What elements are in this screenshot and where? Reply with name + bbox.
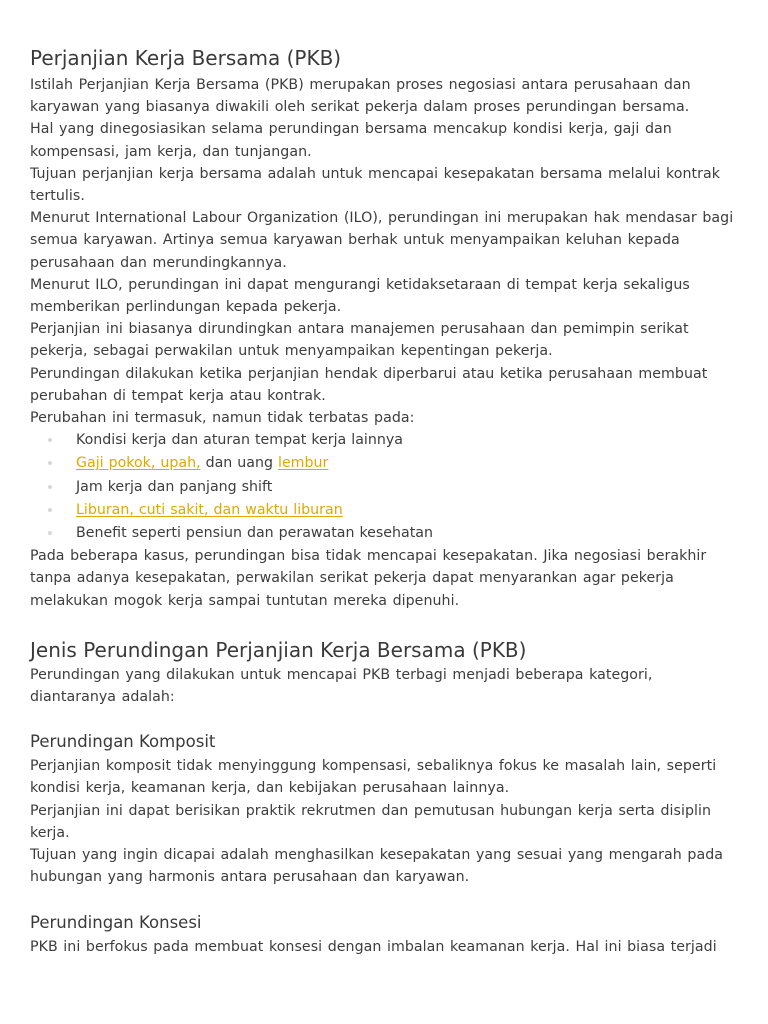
intro-section	[30, 74, 738, 429]
paragraph: Menurut ILO, perundingan ini dapat mengurangi ketidaksetaraan di tempat kerja sekaligus memberikan perlindungan kepada pekerja.	[30, 276, 690, 316]
paragraph: Perjanjian komposit tidak menyinggung kompensasi, sebaliknya fokus ke masalah lain, seperti kondisi kerja, keamanan kerja, dan kebijakan perusahaan lainnya.	[30, 758, 717, 797]
list-item	[30, 452, 738, 475]
paragraph: Menurut International Labour Organization (ILO), perundingan ini merupakan hak mendasar bagi semua karyawan. Artinya semua karyawan berhak untuk menyampaikan keluhan kepada perusahaan dan merundingkannya.	[30, 210, 734, 271]
list-item	[30, 476, 738, 499]
paragraph: Pada beberapa kasus, perundingan bisa tidak mencapai kesepakatan. Jika negosiasi berakhir tanpa adanya kesepakatan, perwakilan serikat pekerja dapat menyarankan agar pekerja melakukan mogok kerja sampai tuntutan mereka dipenuhi.	[30, 548, 707, 609]
list-item-text: dan uang	[200, 455, 278, 472]
changes-list	[30, 429, 738, 545]
overtime-link[interactable]: lembur	[278, 455, 329, 472]
list-item-text: Kondisi kerja dan aturan tempat kerja lainnya	[76, 432, 403, 449]
paragraph: Tujuan yang ingin dicapai adalah menghasilkan kesepakatan yang sesuai yang mengarah pada hubungan yang harmonis antara perusahaan dan karyawan.	[30, 847, 723, 886]
paragraph: Perjanjian ini biasanya dirundingkan antara manajemen perusahaan dan pemimpin serikat pekerja, sebagai perwakilan untuk menyampaikan kepentingan pekerja.	[30, 321, 689, 360]
paragraph: Perundingan dilakukan ketika perjanjian hendak diperbarui atau ketika perusahaan membuat perubahan di tempat kerja atau kontrak.	[30, 365, 708, 404]
paragraph: Perjanjian ini dapat berisikan praktik rekrutmen dan pemutusan hubungan kerja serta disiplin kerja.	[30, 802, 712, 841]
subsection-heading: Perundingan Komposit	[30, 732, 216, 752]
subsection-heading: Perundingan Konsesi	[30, 912, 202, 932]
list-item	[30, 429, 738, 452]
list-item-text: Jam kerja dan panjang shift	[76, 478, 273, 495]
list-item	[30, 522, 738, 545]
page-title: Perjanjian Kerja Bersama (PKB)	[30, 46, 342, 70]
paragraph: Istilah Perjanjian Kerja Bersama (PKB) merupakan proses negosiasi antara perusahaan dan karyawan yang biasanya diwakili oleh serikat pekerja dalam proses perundingan bersama.	[30, 77, 691, 116]
paragraph: Perubahan ini termasuk, namun tidak terbatas pada:	[30, 410, 415, 427]
paragraph: Tujuan perjanjian kerja bersama adalah untuk mencapai kesepakatan bersama melalui kontrak tertulis.	[30, 165, 721, 205]
list-item-text: Benefit seperti pensiun dan perawatan kesehatan	[76, 525, 433, 542]
paragraph: Perundingan yang dilakukan untuk mencapai PKB terbagi menjadi beberapa kategori, diantaranya adalah:	[30, 666, 653, 706]
paragraph: Hal yang dinegosiasikan selama perundingan bersama mencakup kondisi kerja, gaji dan kompensasi, jam kerja, dan tunjangan.	[30, 121, 672, 160]
paragraph: PKB ini berfokus pada membuat konsesi dengan imbalan keamanan kerja. Hal ini biasa terjadi	[30, 938, 717, 955]
section-heading: Jenis Perundingan Perjanjian Kerja Bersama (PKB)	[30, 637, 527, 662]
leave-link[interactable]: Liburan, cuti sakit, dan waktu liburan	[76, 501, 343, 518]
list-item	[30, 499, 738, 522]
salary-link[interactable]: Gaji pokok, upah,	[76, 455, 201, 472]
